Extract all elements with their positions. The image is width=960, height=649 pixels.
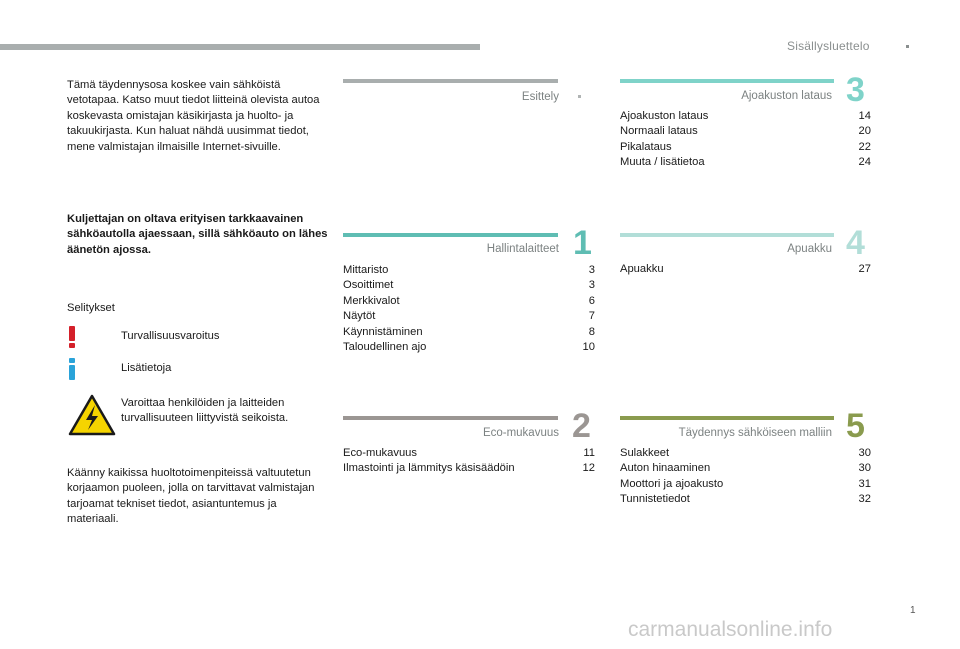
page-title: Sisällysluettelo [787, 39, 870, 53]
toc-item[interactable] [343, 461, 595, 476]
toc-label: Apuakku [620, 263, 664, 275]
toc-page: 14 [858, 110, 871, 122]
toc-label: Osoittimet [343, 279, 394, 292]
toc-list-3 [620, 109, 871, 171]
toc-item[interactable] [620, 461, 871, 476]
toc-item[interactable] [343, 278, 595, 293]
section-number-5: 5 [846, 407, 865, 445]
toc-page: 20 [858, 125, 871, 138]
intro-text: Tämä täydennysosa koskee vain sähköistä vetotapaa. Katso muut tiedot liitteinä olevista autoa koskevasta omistajan käsikirjasta ja huolto- ja takuukirjasta. Kun haluat nähdä uusimmat tiedot, mene valmistajan ilmaisille Internet-sivuille. [67, 79, 320, 153]
section-dot [578, 95, 581, 98]
toc-list-5 [620, 446, 871, 508]
toc-item[interactable] [620, 155, 871, 170]
section-bar-2 [343, 416, 558, 420]
toc-page: 7 [588, 310, 595, 323]
section-number-1: 1 [573, 224, 592, 262]
toc-label: Sulakkeet [620, 447, 670, 459]
high-voltage-icon [68, 394, 116, 436]
toc-item[interactable] [343, 309, 595, 324]
toc-list-1 [343, 263, 595, 355]
section-bar-4 [620, 233, 834, 237]
section-bar-3 [620, 79, 834, 83]
toc-item[interactable] [343, 446, 595, 461]
section-title-2: Eco-mukavuus [482, 427, 559, 439]
toc-item[interactable] [620, 477, 871, 492]
toc-item[interactable] [620, 492, 871, 507]
toc-label: Tunnistetiedot [620, 493, 690, 506]
toc-page: 31 [858, 477, 871, 490]
toc-label: Eco-mukavuus [343, 447, 417, 459]
section-bar-1 [343, 233, 558, 237]
toc-page: 8 [588, 325, 595, 338]
toc-item[interactable] [620, 124, 871, 139]
info-icon [67, 358, 77, 380]
section-title-4: Apuakku [787, 243, 832, 255]
toc-item[interactable] [620, 262, 871, 277]
toc-label: Taloudellinen ajo [343, 341, 427, 354]
toc-page: 30 [858, 462, 871, 475]
toc-item[interactable] [343, 263, 595, 278]
toc-page: 22 [858, 140, 871, 153]
toc-label: Merkkivalot [343, 294, 400, 307]
section-number-2: 2 [572, 407, 591, 445]
toc-page: 30 [858, 447, 871, 459]
header-bar [0, 44, 480, 50]
toc-page: 6 [588, 294, 595, 307]
page-number: 1 [910, 605, 916, 616]
section-title-1: Hallintalaitteet [486, 243, 559, 255]
toc-page: 32 [858, 493, 871, 506]
section-title-3: Ajoakuston lataus [741, 90, 832, 102]
legend-info: Lisätietoja [121, 362, 172, 374]
section-number-4: 4 [846, 224, 865, 262]
toc-item[interactable] [343, 325, 595, 340]
toc-item[interactable] [343, 294, 595, 309]
section-title-5: Täydennys sähköiseen malliin [678, 427, 832, 439]
legend-high-voltage: Varoittaa henkilöiden ja laitteiden turvallisuuteen liittyvistä seikoista. [121, 397, 289, 425]
toc-page: 3 [588, 264, 595, 276]
toc-page: 12 [582, 462, 595, 475]
section-bar-intro [343, 79, 558, 83]
section-title-intro: Esittely [521, 91, 559, 103]
toc-label: Muuta / lisätietoa [620, 156, 705, 169]
toc-page: 10 [582, 341, 595, 354]
toc-label: Moottori ja ajoakusto [620, 477, 724, 490]
legend-safety-warning: Turvallisuusvaroitus [121, 330, 220, 342]
toc-list-4 [620, 262, 871, 277]
toc-page: 27 [858, 263, 871, 275]
toc-item[interactable] [620, 140, 871, 155]
section-number-3: 3 [846, 71, 865, 109]
section-bar-5 [620, 416, 834, 420]
toc-page: 24 [858, 156, 871, 169]
toc-page: 11 [583, 447, 595, 459]
closing-text: Käänny kaikissa huoltotoimenpiteissä valtuutetun korjaamon puoleen, jolla on tarvittavat valmistajan tarjoamat tekniset tiedot, asiantuntemus ja materiaali. [67, 467, 315, 526]
toc-label: Auton hinaaminen [620, 462, 711, 475]
toc-item[interactable] [620, 446, 871, 461]
toc-item[interactable] [343, 340, 595, 355]
toc-label: Näytöt [343, 310, 376, 323]
toc-page: 3 [588, 279, 595, 292]
toc-label: Normaali lataus [620, 125, 698, 138]
header-dot [906, 45, 909, 48]
toc-list-2 [343, 446, 595, 477]
exclamation-icon [67, 326, 77, 348]
toc-label: Käynnistäminen [343, 325, 423, 338]
legend-title: Selitykset [67, 302, 115, 314]
toc-label: Ajoakuston lataus [620, 110, 709, 122]
watermark: carmanualsonline.info [628, 618, 833, 641]
toc-item[interactable] [620, 109, 871, 124]
toc-label: Ilmastointi ja lämmitys käsisäädöin [343, 462, 515, 475]
toc-label: Pikalataus [620, 140, 672, 153]
toc-label: Mittaristo [343, 264, 389, 276]
warning-text: Kuljettajan on oltava erityisen tarkkaavainen sähköautolla ajaessaan, sillä sähköauto on lähes äänetön ajossa. [67, 213, 328, 256]
